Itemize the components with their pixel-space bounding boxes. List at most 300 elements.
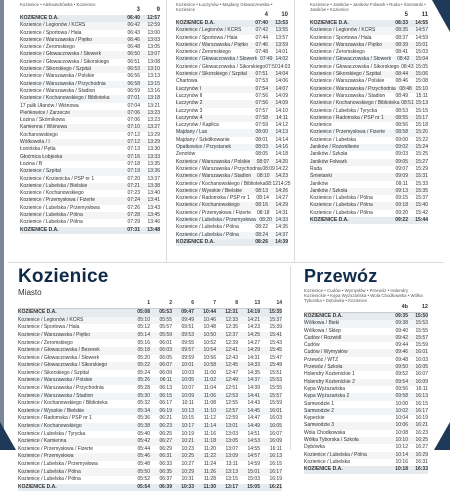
table-row: [18, 453, 282, 461]
stop-name: Majdany / Las: [176, 129, 208, 136]
stop-name: Chartowa: [176, 78, 198, 85]
departure-time: 15:31: [415, 173, 428, 180]
table-row: [304, 342, 428, 349]
departure-time: 09:46: [395, 349, 408, 356]
departure-time: 08:58: [395, 129, 408, 136]
table-row: [310, 129, 428, 136]
departure-time: 05:28: [137, 385, 150, 392]
departure-time: 15:01: [247, 468, 260, 475]
table-row: [310, 122, 428, 129]
table-row: [176, 166, 288, 173]
departure-time: 07:29: [127, 219, 140, 226]
stop-name: Kozienice / Lubelska / Pólna: [176, 224, 239, 231]
table-row: [176, 49, 288, 56]
stop-name: Kozienice / Przemysłowa / Fizerte: [20, 197, 96, 204]
stop-name: Dębówka: [304, 444, 325, 451]
stop-name: Kozienice / Lubelska / Przemysłowa: [18, 461, 98, 468]
table-row: [310, 49, 428, 56]
departure-time: 08:37: [395, 34, 408, 41]
departure-time: 08:46: [395, 78, 408, 85]
departure-time: 09:57: [181, 347, 194, 354]
departure-time: 05:57: [159, 324, 172, 331]
timetable-kozienice-janikow: [310, 2, 428, 224]
departure-time: 05:54: [137, 483, 150, 490]
stop-name: Łozina / B: [20, 160, 43, 167]
departure-time: 16:05: [269, 423, 282, 430]
table-row: [304, 401, 428, 408]
stop-name: Kozienice / Lubelska / Bielskie: [20, 182, 88, 189]
table-row: [20, 197, 160, 204]
stop-name: Łuczynów 4: [176, 114, 203, 121]
stop-name: Kozienice / Żeromskiego: [18, 339, 73, 346]
table-row: [20, 30, 160, 37]
departure-time: 06:50: [127, 51, 140, 58]
section-title: Kozienice: [18, 266, 109, 287]
departure-time: 16:13: [415, 393, 428, 400]
departure-time: 12:47: [225, 369, 238, 376]
departure-time: 11:30: [203, 483, 216, 490]
departure-time: 15:39: [269, 324, 282, 331]
departure-time: 06:27: [159, 438, 172, 445]
stop-name: Kozienice / Głowaczowska / Słowerk: [20, 51, 102, 58]
table-row: [310, 86, 428, 93]
table-row: [310, 20, 428, 27]
table-row: [18, 461, 282, 469]
departure-time: 13:05: [225, 438, 238, 445]
departure-time: 08:42: [397, 56, 410, 63]
departure-time: 09:40: [395, 327, 408, 334]
table-row: [18, 355, 282, 363]
departure-time: 14:55: [247, 445, 260, 452]
stop-name: Kozienice / Lubelska / Pólna: [18, 476, 81, 483]
stop-name: Kozienice / Warszawska / Polskie: [176, 158, 251, 165]
departure-time: 09:11: [395, 180, 408, 187]
departure-time: 05:24: [137, 369, 150, 376]
departure-time: 12:33: [225, 316, 238, 323]
departure-time: 16:27: [415, 444, 428, 451]
departure-time: 08:48: [399, 85, 412, 92]
stop-name: Głoćmica Łobjeska: [20, 153, 63, 160]
departure-time: 14:13: [275, 129, 288, 136]
stop-name: Kozienice / Lubelska / Pólna: [20, 219, 83, 226]
departure-time: 07:50: [265, 63, 278, 70]
section-title: Przewóz: [304, 266, 378, 286]
departure-time: 08:03: [255, 144, 268, 151]
table-row: [310, 100, 428, 107]
table-row: [304, 459, 428, 466]
stop-name: Kozienice / Warszawska / Polskie: [20, 73, 95, 80]
departure-time: 13:03: [147, 36, 160, 43]
departure-time: 14:39: [275, 238, 288, 245]
table-row: [304, 430, 428, 437]
departure-time: 16:21: [269, 483, 282, 490]
stop-name: Kozienice / Głowaczowska / Sikorskiego: [18, 362, 108, 369]
table-row: [20, 132, 160, 139]
stop-name: Kozienice / Warszawska / Stadion: [310, 92, 386, 99]
departure-time: 12:49: [225, 377, 238, 384]
table-row: [176, 195, 288, 202]
stop-name: Holendry Kozienickie 2: [304, 378, 355, 385]
departure-time: 16:09: [269, 438, 282, 445]
departure-time: 06:43: [127, 29, 140, 36]
table-row: [176, 180, 291, 188]
departure-time: 06:19: [159, 407, 172, 414]
table-row: [310, 195, 428, 202]
departure-time: 14:18: [275, 151, 288, 158]
departure-time: 07:31: [127, 226, 140, 233]
stop-name: Samwodzie 2: [304, 407, 335, 414]
departure-time: 05:12: [137, 324, 150, 331]
stop-name: Łuczynów 2: [176, 100, 203, 107]
departure-time: 06:40: [127, 15, 140, 21]
departure-time: 10:02: [395, 407, 408, 414]
corner-decoration: [432, 0, 450, 32]
stop-name: Kozienice / Lubelska / Przemysłowa: [20, 204, 100, 211]
departure-time: 10:08: [395, 429, 408, 436]
departure-time: 15:53: [269, 377, 282, 384]
departure-time: 16:03: [415, 356, 428, 363]
departure-time: 14:45: [247, 407, 260, 414]
departure-time: 06:25: [159, 430, 172, 437]
table-row: [18, 309, 282, 317]
table-row: [310, 151, 428, 158]
departure-time: 14:31: [247, 354, 260, 361]
departure-time: 08:53: [395, 107, 408, 114]
departure-time: 10:58: [203, 362, 216, 369]
stop-name: Kozienice / Lubelska / Pólna: [20, 212, 83, 219]
stop-name: Kozienice / Kochanowskiego / Biblioteka: [176, 180, 266, 187]
departure-time: 09:38: [395, 320, 408, 327]
stop-name: Kozienice / Sportowa / Hala: [20, 29, 82, 36]
table-row: [20, 183, 160, 190]
departure-time: 05:44: [137, 445, 150, 452]
departure-time: 07:53: [255, 78, 268, 85]
departure-time: 13:11: [225, 461, 238, 468]
departure-time: 14:22: [275, 165, 288, 172]
table-row: [176, 122, 288, 129]
departure-time: 16:07: [269, 430, 282, 437]
departure-time: 15:35: [269, 309, 282, 316]
departure-time: 05:59: [159, 331, 172, 338]
stop-name: Kozienice / Przemysłowa / Fizerte: [18, 445, 94, 452]
stop-name: Kozienice / Sikorskiego / Szpital: [176, 71, 247, 78]
departure-time: 09:55: [181, 339, 194, 346]
stop-name: Kozienice / Warszawska / Piętko: [176, 41, 249, 48]
table-row: [20, 176, 160, 183]
departure-time: 14:37: [247, 377, 260, 384]
stop-name: Opatkowice / Przystanek: [176, 144, 232, 151]
departure-time: 14:09: [275, 100, 288, 107]
table-row: [310, 35, 428, 42]
departure-time: 15:42: [415, 209, 428, 216]
departure-time: 05:16: [137, 339, 150, 346]
table-row: [20, 124, 160, 131]
table-row: [18, 393, 282, 401]
departure-time: 15:10: [415, 85, 428, 92]
timetable-kozienice-luczynow: [176, 2, 291, 246]
table-row: [176, 217, 288, 224]
departure-time: 11:18: [203, 438, 216, 445]
stop-name: Kozienice / Sikorskiego / Szpital: [310, 71, 381, 78]
departure-time: 08:33: [395, 20, 408, 26]
departure-time: 11:14: [203, 423, 216, 430]
stop-name: Przewóz / Szkoła: [304, 364, 343, 371]
table-row: [176, 232, 288, 239]
table-row: [20, 73, 160, 80]
departure-time: 15:06: [415, 71, 428, 78]
departure-time: 11:12: [203, 415, 216, 422]
departure-time: 16:33: [415, 466, 428, 473]
departure-time: 13:38: [147, 182, 160, 189]
stop-name: Janików: [310, 180, 329, 187]
departure-time: 16:17: [269, 468, 282, 475]
table-row: [20, 168, 160, 175]
departure-time: 11:28: [203, 476, 216, 483]
stop-name: Kozienice / Kochanowskiego / Biblioteka: [310, 100, 400, 107]
stop-name: Kozienice / Lubelska / Pólna: [18, 468, 81, 475]
stop-name: Kozienice / Głowaczowska / Sikorskiego: [20, 58, 110, 65]
departure-time: 10:03: [181, 369, 194, 376]
departure-time: 10:46: [203, 316, 216, 323]
departure-time: 15:50: [415, 313, 428, 319]
route-description: Kozienice • Cudów • Wymysłów • Przewóz • Holendry Kozienickie • Kępa Wyższańska • Wola Chodkowska • Wólka Tyborska • Dębówka • Kozienice: [304, 288, 423, 304]
stop-name: Kozienice / Przemysłowa / Fizerte: [310, 129, 386, 136]
table-row: [304, 422, 428, 429]
departure-time: 09:59: [181, 354, 194, 361]
departure-time: 14:33: [275, 217, 288, 224]
departure-time: 16:31: [415, 458, 428, 465]
stop-name: Kozienice / Sportowa / Hala: [310, 34, 372, 41]
table-row: [20, 66, 160, 73]
departure-time: 06:29: [159, 445, 172, 452]
table-row: [310, 115, 428, 122]
departure-time: 14:55: [415, 20, 428, 26]
departure-time: 05:20: [137, 354, 150, 361]
departure-time: 15:03: [415, 49, 428, 56]
departure-time: 08:00: [255, 129, 268, 136]
table-row: [310, 108, 428, 115]
stop-name: Kozienice / Żeromskiego: [176, 49, 231, 56]
departure-time: 14:16: [275, 144, 288, 151]
stop-name: Kozienice / Warszawska / Stadion: [20, 87, 96, 94]
table-row: [176, 188, 288, 195]
section-divider: [8, 262, 444, 263]
table-row: [176, 202, 288, 209]
departure-time: 06:03: [159, 347, 172, 354]
table-row: [20, 139, 160, 146]
table-row: [20, 22, 160, 29]
stop-name: Łozina / Skórnikowa: [20, 117, 65, 124]
table-row: [310, 137, 428, 144]
table-row: [304, 466, 428, 473]
departure-time: 07:23: [127, 190, 140, 197]
stop-name: Cudów / Rozwidl: [304, 334, 342, 341]
table-row: [20, 15, 160, 22]
stop-name: Majdany / Szkółkowanie: [176, 136, 230, 143]
departure-time: 13:10: [147, 66, 160, 73]
table-row: [20, 51, 160, 58]
departure-time: 07:24: [127, 197, 140, 204]
departure-time: 14:57: [247, 453, 260, 460]
departure-time: 14:25: [247, 331, 260, 338]
stop-name: Ruda: [310, 165, 322, 172]
departure-time: 16:23: [415, 429, 428, 436]
departure-time: 13:00: [147, 29, 160, 36]
departure-time: 05:48: [137, 461, 150, 468]
departure-time: 13:45: [147, 212, 160, 219]
table-row: [176, 63, 291, 71]
stop-name: Kozienice / Przemysłowa: [18, 453, 74, 460]
stop-name: Kozienice / Radomska / PSP nr 1: [18, 415, 92, 422]
departure-time: 06:13: [159, 385, 172, 392]
table-row: [18, 324, 282, 332]
departure-time: 07:10: [127, 124, 140, 131]
departure-time: 13:55: [275, 27, 288, 34]
table-row: [176, 86, 288, 93]
departure-time: 08:18: [257, 209, 270, 216]
departure-time: 14:35: [275, 224, 288, 231]
departure-time: 11:08: [203, 400, 216, 407]
table-row: [310, 202, 428, 209]
departure-time: 10:19: [181, 430, 194, 437]
table-row: [310, 56, 428, 63]
table-row: [20, 110, 160, 117]
departure-time: 14:51: [247, 430, 260, 437]
departure-time: 11:24: [203, 461, 216, 468]
departure-time: 07:26: [127, 204, 140, 211]
departure-time: 14:43: [247, 400, 260, 407]
departure-time: 12:57: [147, 15, 160, 21]
departure-time: 06:17: [159, 400, 172, 407]
departure-time: 06:31: [159, 453, 172, 460]
stop-name: Kozienice / Warszawska / Piętko: [310, 41, 383, 48]
stop-name: Kozienice / Przemysłowa / Fizerte: [176, 209, 252, 216]
departure-time: 13:09: [225, 453, 238, 460]
stop-name: Kozienice / Szpital: [20, 168, 61, 175]
departure-time: 09:18: [395, 202, 408, 209]
table-row: [176, 144, 288, 151]
departure-time: 10:13: [181, 407, 194, 414]
table-row: [310, 27, 428, 34]
departure-time: 06:05: [159, 354, 172, 361]
departure-time: 09:50: [395, 364, 408, 371]
table-row: [176, 35, 288, 42]
stop-name: Kozienice / Lubelska / Przemysłowa: [176, 217, 256, 224]
stop-name: Wola Chodkowska: [304, 429, 346, 436]
table-row: [176, 108, 288, 115]
departure-time: 06:48: [127, 44, 140, 51]
stop-name: Kozienice / Wysokie / Bielskie: [176, 187, 243, 194]
table-row: [18, 339, 282, 347]
stop-name: KOZIENICE D.A.: [310, 217, 349, 224]
stop-name: Kozienice / Kochanowskiego: [20, 190, 84, 197]
table-row: [18, 347, 282, 355]
departure-time: 16:15: [269, 461, 282, 468]
table-row: [304, 393, 428, 400]
departure-time: 09:03: [395, 151, 408, 158]
departure-time: 14:12: [275, 122, 288, 129]
stop-name: Kozienice / Warszawska / Stadion: [176, 173, 252, 180]
stop-name: Janików / Szkoła: [310, 187, 348, 194]
stop-name: Kozienice / Lubelska / Pólna: [310, 195, 373, 202]
table-row: [18, 400, 282, 408]
stop-name: Kępeckie: [304, 415, 325, 422]
departure-time: 07:42: [255, 27, 268, 34]
departure-time: 16:01: [415, 349, 428, 356]
departure-time: 05:55: [159, 316, 172, 323]
departure-time: 07:44: [255, 34, 268, 41]
table-row: [18, 317, 282, 325]
stop-name: KOZIENICE D.A.: [20, 226, 59, 233]
departure-time: 07:28: [127, 212, 140, 219]
departure-time: 08:12: [265, 180, 279, 187]
departure-time: 15:37: [415, 195, 428, 202]
departure-time: 14:25: [278, 180, 291, 187]
departure-time: 13:53: [275, 20, 288, 26]
departure-time: 05:08: [137, 309, 150, 316]
stop-name: Kępa Wyższańska 2: [304, 393, 350, 400]
table-row: [18, 446, 282, 454]
departure-time: 08:49: [395, 92, 408, 99]
stop-name: Kozienice / Żeromskiego: [20, 44, 75, 51]
stop-name: KOZIENICE D.A.: [18, 483, 57, 490]
departure-time: 14:27: [247, 339, 260, 346]
departure-time: 13:37: [147, 175, 160, 182]
stop-name: Kępa Wyższańska: [304, 385, 346, 392]
stop-name: Kozienice / Sportowa / Hala: [18, 324, 80, 331]
stop-name: Kozienice / Kamienna: [18, 438, 67, 445]
column-header: 1 2 6 7 8 13 14: [18, 300, 282, 309]
departure-time: 14:35: [247, 369, 260, 376]
departure-time: 10:50: [203, 331, 216, 338]
table-row: [310, 64, 428, 71]
departure-time: 10:33: [181, 483, 194, 490]
departure-time: 08:13: [255, 187, 268, 194]
departure-time: 13:03: [225, 430, 238, 437]
stop-name: Kozienice / Kochanowskiego: [176, 202, 240, 209]
departure-time: 14:19: [247, 309, 260, 316]
departure-time: 07:12: [127, 139, 140, 146]
timetable-rows: [310, 20, 428, 224]
departure-time: 15:47: [269, 354, 282, 361]
departure-time: 09:22: [395, 217, 408, 224]
departure-time: 14:20: [275, 158, 288, 165]
stop-name: Kochanowskiego: [20, 131, 58, 138]
timetable-rows: [18, 309, 282, 491]
departure-time: 09:53: [181, 331, 194, 338]
departure-time: 16:01: [269, 407, 282, 414]
departure-time: 10:31: [181, 476, 194, 483]
departure-time: 13:35: [147, 160, 160, 167]
table-row: [18, 484, 282, 491]
departure-time: 06:39: [159, 483, 172, 490]
departure-time: 09:54: [395, 378, 408, 385]
stop-name: Wólka Tyborska / Szkoła: [304, 437, 359, 444]
stop-name: Śmietanki: [310, 173, 332, 180]
table-row: [20, 44, 160, 51]
stop-name: Kozienice / Warszawska / Piętko: [18, 331, 91, 338]
departure-time: 15:20: [415, 129, 428, 136]
stop-name: Janików Folwark: [310, 158, 347, 165]
departure-time: 10:48: [203, 324, 216, 331]
table-row: [20, 59, 160, 66]
table-row: [304, 408, 428, 415]
departure-time: 13:08: [147, 58, 160, 65]
stop-name: Wólkowa / Bieki: [304, 320, 340, 327]
table-row: [176, 20, 288, 27]
stop-name: Kozienice / Sportowa / Hala: [176, 34, 238, 41]
departure-time: 12:59: [147, 22, 160, 29]
